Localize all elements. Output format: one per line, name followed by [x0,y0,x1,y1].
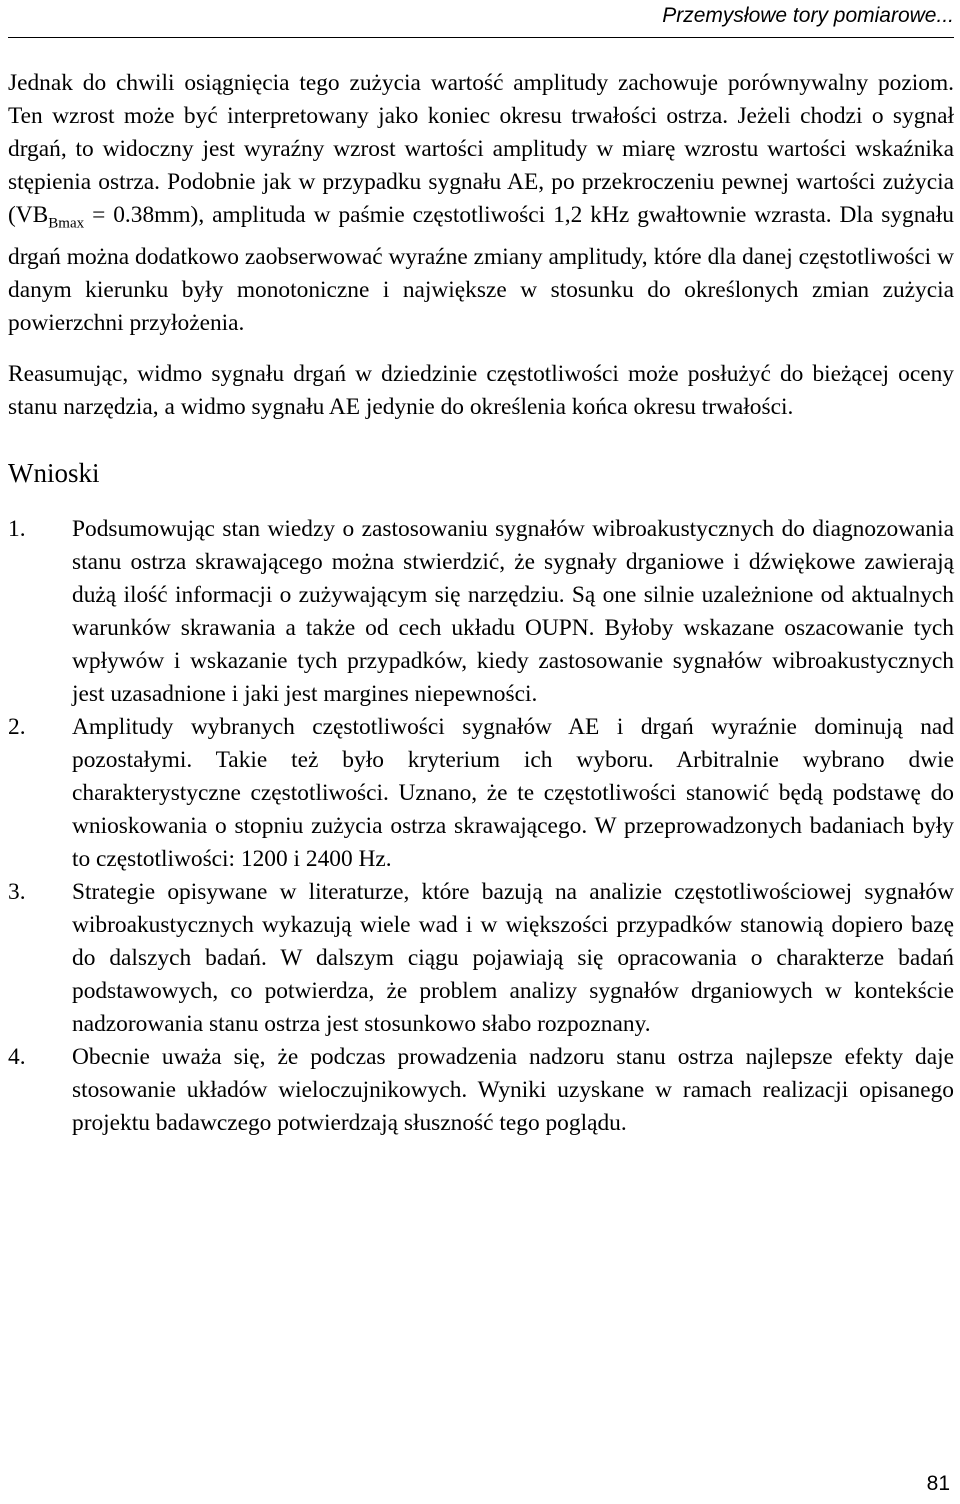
page-number: 81 [926,1472,950,1495]
conclusions-list [8,513,954,1140]
conclusion-number: 1. [8,515,26,542]
conclusion-number: 2. [8,713,26,740]
conclusion-text: Podsumowując stan wiedzy o zastosowaniu sygnałów wibroakustycznych do diagnozowania stanu ostrza skrawającego można stwierdzić, że sygnały drganiowe i dźwiękowe zawierają dużą ilość informacji o zużywającym się narzędziu. Są one silnie uzależnione od aktualnych warunków skrawania a także od cech układu OUPN. Byłoby wskazane oszacowanie tych wpływów i wskazanie tych przypadków, kiedy zastosowanie sygnałów wibroakustycznych jest uzasadnione i jaki jest margines niepewności. [72,515,954,707]
conclusion-text: Strategie opisywane w literaturze, które bazują na analizie częstotliwościowej sygnałów wibroakustycznych wykazują wiele wad i w większości przypadków stanowią dopiero bazę do dalszych badań. W dalszym ciągu pojawiają się opracowania o charakterze badań podstawowych, co potwierdza, że problem analizy sygnałów drganiowych w kontekście nadzorowania stanu ostrza jest stosunkowo słabo rozpoznany. [72,878,954,1037]
conclusion-number: 4. [8,1043,26,1070]
paragraph-summary: Reasumując, widmo sygnału drgań w dziedzinie częstotliwości może posłużyć do bieżącej oceny stanu narzędzia, a widmo sygnału AE jedynie do określenia końca okresu trwałości. [8,360,954,420]
running-header [8,0,954,38]
conclusion-text: Obecnie uważa się, że podczas prowadzenia nadzoru stanu ostrza najlepsze efekty daje stosowanie układów wieloczujnikowych. Wyniki uzyskane w ramach realizacji opisanego projektu badawczego potwierdzają słuszność tego poglądu. [72,1043,954,1136]
conclusion-number: 3. [8,878,26,905]
section-heading-conclusions: Wnioski [8,457,100,488]
conclusion-item [8,711,954,876]
subscript-bmax: Bmax [48,215,85,232]
paragraph-text-part-b: = 0.38mm), amplituda w paśmie częstotliwości 1,2 kHz gwałtownie wzrasta. Dla sygnału drgań można dodatkowo zaobserwować wyraźne zmiany amplitudy, które dla danej częstotliwości w danym kierunku były monotoniczne i największe w stosunku do określonych zmian zużycia powierzchni przyłożenia. [8,202,954,336]
conclusion-item [8,513,954,711]
paragraph-text-part-a: Jednak do chwili osiągnięcia tego zużycia wartość amplitudy zachowuje porównywalny poziom. Ten wzrost może być interpretowany jako koniec okresu trwałości ostrza. Jeżeli chodzi o sygnał drgań, to widoczny jest wyraźny wzrost wartości amplitudy w miarę wzrostu wartości wskaźnika stępienia ostrza. Podobnie jak w przypadku sygnału AE, po przekroczeniu pewnej wartości zużycia (VB [8,70,954,228]
conclusion-item [8,876,954,1041]
conclusion-text: Amplitudy wybranych częstotliwości sygnałów AE i drgań wyraźnie dominują nad pozostałymi. Takie też było kryterium ich wyboru. Arbitralnie wybrano dwie charakterystyczne częstotliwości. Uznano, że te częstotliwości stanowić będą podstawę do wnioskowania o stopniu zużycia ostrza skrawającego. W przeprowadzonych badaniach były to częstotliwości: 1200 i 2400 Hz. [72,713,954,872]
body-text [8,67,954,1140]
paragraph-vibration-analysis [8,67,954,340]
conclusion-item [8,1041,954,1140]
running-title: Przemysłowe tory pomiarowe... [662,4,954,27]
